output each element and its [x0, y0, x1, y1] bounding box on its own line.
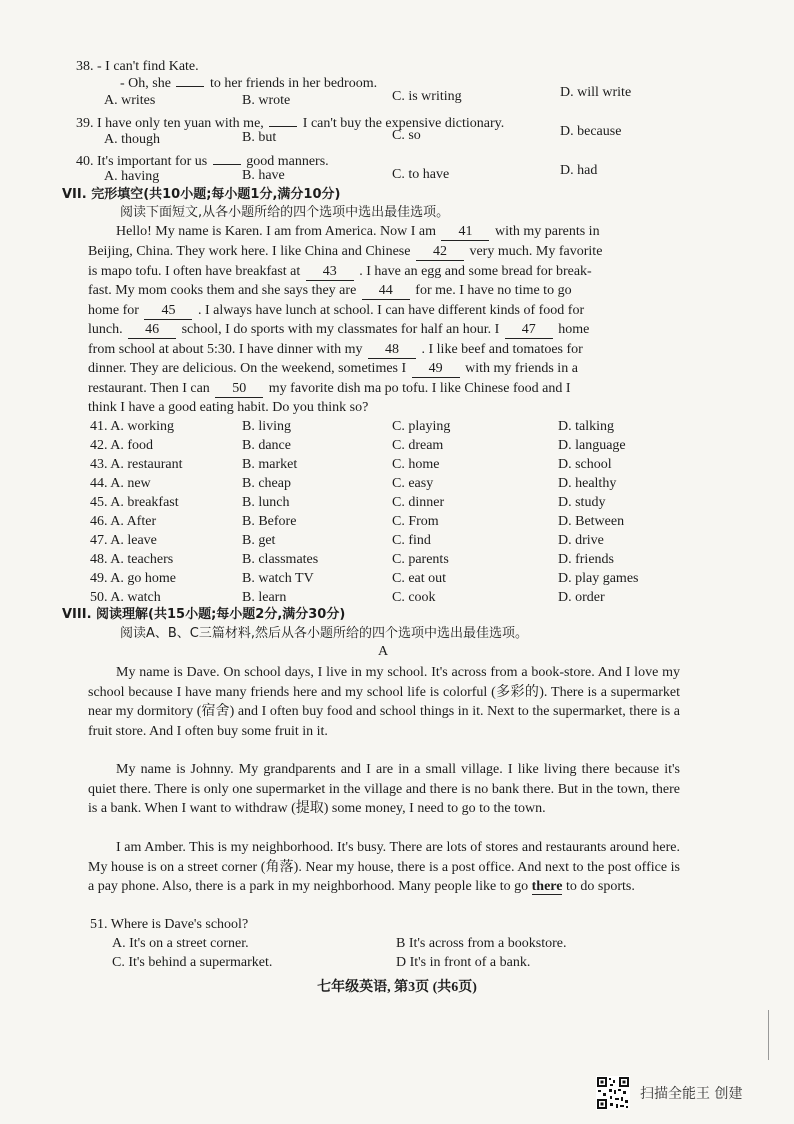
q38-option-d: D. will write: [560, 85, 632, 100]
highlighted-word: there: [531, 879, 563, 894]
answer-blank: [213, 150, 241, 165]
cloze-line: dinner. They are delicious. On the weekend, sometimes I 49 with my friends in a: [88, 361, 578, 376]
q51-option-c: C. It's behind a supermarket.: [112, 955, 273, 970]
section-heading-cloze: VII. 完形填空(共10小题;每小题1分,满分10分): [62, 187, 341, 202]
q38-option-a: A. writes: [104, 93, 156, 108]
cloze-option: B. living: [242, 419, 292, 434]
cloze-option: C. find: [392, 533, 431, 548]
cloze-option: 49. A. go home: [90, 571, 176, 586]
q40-stem: 40. It's important for us good manners.: [76, 150, 329, 171]
cloze-option: B. classmates: [242, 552, 319, 567]
passage-label: A: [378, 644, 389, 659]
cloze-option: D. healthy: [558, 476, 617, 491]
cloze-line: lunch. 46 school, I do sports with my classmates for half an hour. I 47 home: [88, 322, 590, 337]
cloze-option: 46. A. After: [90, 514, 157, 529]
cloze-option: D. Between: [558, 514, 625, 529]
cloze-line: from school at about 5:30. I have dinner with my 48 . I like beef and tomatoes for: [88, 342, 583, 357]
scanner-watermark: 扫描全能王 创建: [640, 1086, 743, 1102]
q38-option-c: C. is writing: [392, 89, 462, 104]
section-instruction-reading: 阅读A、B、C三篇材料,然后从各小题所给的四个选项中选出最佳选项。: [120, 626, 529, 641]
cloze-option: B. Before: [242, 514, 297, 529]
margin-rule: [768, 1010, 769, 1060]
cloze-blank: 49: [412, 361, 460, 378]
cloze-option: C. From: [392, 514, 439, 529]
q39-option-d: D. because: [560, 124, 622, 139]
q39-stem: 39. I have only ten yuan with me, I can't buy the expensive dictionary.: [76, 112, 504, 133]
cloze-option: 47. A. leave: [90, 533, 157, 548]
q38-stem: 38. - I can't find Kate.: [76, 59, 199, 74]
cloze-line: Hello! My name is Karen. I am from America. Now I am 41 with my parents in: [116, 224, 600, 239]
answer-blank: [269, 112, 297, 127]
cloze-option: 44. A. new: [90, 476, 151, 491]
cloze-option: C. parents: [392, 552, 449, 567]
cloze-option: D. drive: [558, 533, 604, 548]
page-footer: 七年级英语, 第3页 (共6页): [317, 980, 477, 995]
cloze-option: 50. A. watch: [90, 590, 161, 605]
cloze-option: C. dream: [392, 438, 444, 453]
cloze-blank: 42: [416, 244, 464, 261]
cloze-blank: 48: [368, 342, 416, 359]
cloze-option: D. order: [558, 590, 605, 605]
q51-option-b: B It's across from a bookstore.: [396, 936, 567, 951]
q39-option-c: C. so: [392, 128, 421, 143]
cloze-line: Beijing, China. They work here. I like China and Chinese 42 very much. My favorite: [88, 244, 603, 259]
cloze-option: D. language: [558, 438, 626, 453]
cloze-option: B. lunch: [242, 495, 290, 510]
q38-reply: - Oh, she to her friends in her bedroom.: [120, 72, 377, 93]
reading-paragraph-dave: My name is Dave. On school days, I live in my school. It's across from a book-store. And I love my school because I have many friends here and my school life is colorful (多彩的). There is a supermarket near my dormitory (宿舍) and I often buy food and school things in it. Next to the supermarket, there is a fruit store. And I often buy some fruit in it.: [88, 665, 680, 739]
section-heading-reading: VIII. 阅读理解(共15小题;每小题2分,满分30分): [62, 607, 346, 622]
cloze-option: B. learn: [242, 590, 287, 605]
q51-option-d: D It's in front of a bank.: [396, 955, 531, 970]
cloze-option: 45. A. breakfast: [90, 495, 179, 510]
cloze-option: C. easy: [392, 476, 434, 491]
answer-blank: [176, 72, 204, 87]
cloze-option: B. watch TV: [242, 571, 314, 586]
cloze-option: D. friends: [558, 552, 614, 567]
q39-option-b: B. but: [242, 130, 277, 145]
reading-paragraph-johnny: My name is Johnny. My grandparents and I are in a small village. I like living there because it's quiet there. There is only one supermarket in the village and there is no bank there. But in the town, there is a bank. When I want to withdraw (提取) some money, I need to go to the town.: [88, 762, 680, 816]
cloze-option: C. playing: [392, 419, 451, 434]
cloze-option: C. home: [392, 457, 440, 472]
cloze-option: B. dance: [242, 438, 291, 453]
cloze-blank: 41: [441, 224, 489, 241]
q51-option-a: A. It's on a street corner.: [112, 936, 249, 951]
cloze-line: is mapo tofu. I often have breakfast at 43 . I have an egg and some bread for break-: [88, 264, 592, 279]
cloze-line: fast. My mom cooks them and she says they are 44 for me. I have no time to go: [88, 283, 572, 298]
cloze-option: D. play games: [558, 571, 639, 586]
cloze-option: D. school: [558, 457, 612, 472]
q40-option-c: C. to have: [392, 167, 450, 182]
cloze-option: 42. A. food: [90, 438, 153, 453]
q40-option-a: A. having: [104, 169, 160, 184]
cloze-option: 48. A. teachers: [90, 552, 174, 567]
cloze-option: 43. A. restaurant: [90, 457, 183, 472]
q38-option-b: B. wrote: [242, 93, 291, 108]
cloze-line: restaurant. Then I can 50 my favorite dish ma po tofu. I like Chinese food and I: [88, 381, 571, 396]
cloze-option: C. eat out: [392, 571, 447, 586]
reading-paragraph-amber: I am Amber. This is my neighborhood. It's busy. There are lots of stores and restaurants around here. My house is on a street corner (角落). Near my house, there is a post office. And next to the post office is a pay phone. Also, there is a park in my neighborhood. Many people like to go there to do sports.: [88, 840, 680, 894]
cloze-blank: 47: [505, 322, 553, 339]
cloze-blank: 43: [306, 264, 354, 281]
cloze-option: D. talking: [558, 419, 614, 434]
cloze-option: 41. A. working: [90, 419, 174, 434]
cloze-line: think I have a good eating habit. Do you think so?: [88, 400, 369, 415]
cloze-blank: 44: [362, 283, 410, 300]
cloze-option: B. market: [242, 457, 298, 472]
cloze-blank: 50: [215, 381, 263, 398]
cloze-option: D. study: [558, 495, 606, 510]
q40-option-d: D. had: [560, 163, 598, 178]
q39-option-a: A. though: [104, 132, 160, 147]
cloze-option: C. cook: [392, 590, 436, 605]
q51-stem: 51. Where is Dave's school?: [90, 917, 249, 932]
cloze-blank: 45: [144, 303, 192, 320]
cloze-blank: 46: [128, 322, 176, 339]
cloze-option: B. get: [242, 533, 276, 548]
cloze-option: C. dinner: [392, 495, 445, 510]
qr-code-icon: [596, 1076, 630, 1110]
q40-option-b: B. have: [242, 168, 285, 183]
section-instruction-cloze: 阅读下面短文,从各小题所给的四个选项中选出最佳选项。: [120, 205, 450, 220]
cloze-line: home for 45 . I always have lunch at school. I can have different kinds of food for: [88, 303, 585, 318]
cloze-option: B. cheap: [242, 476, 291, 491]
